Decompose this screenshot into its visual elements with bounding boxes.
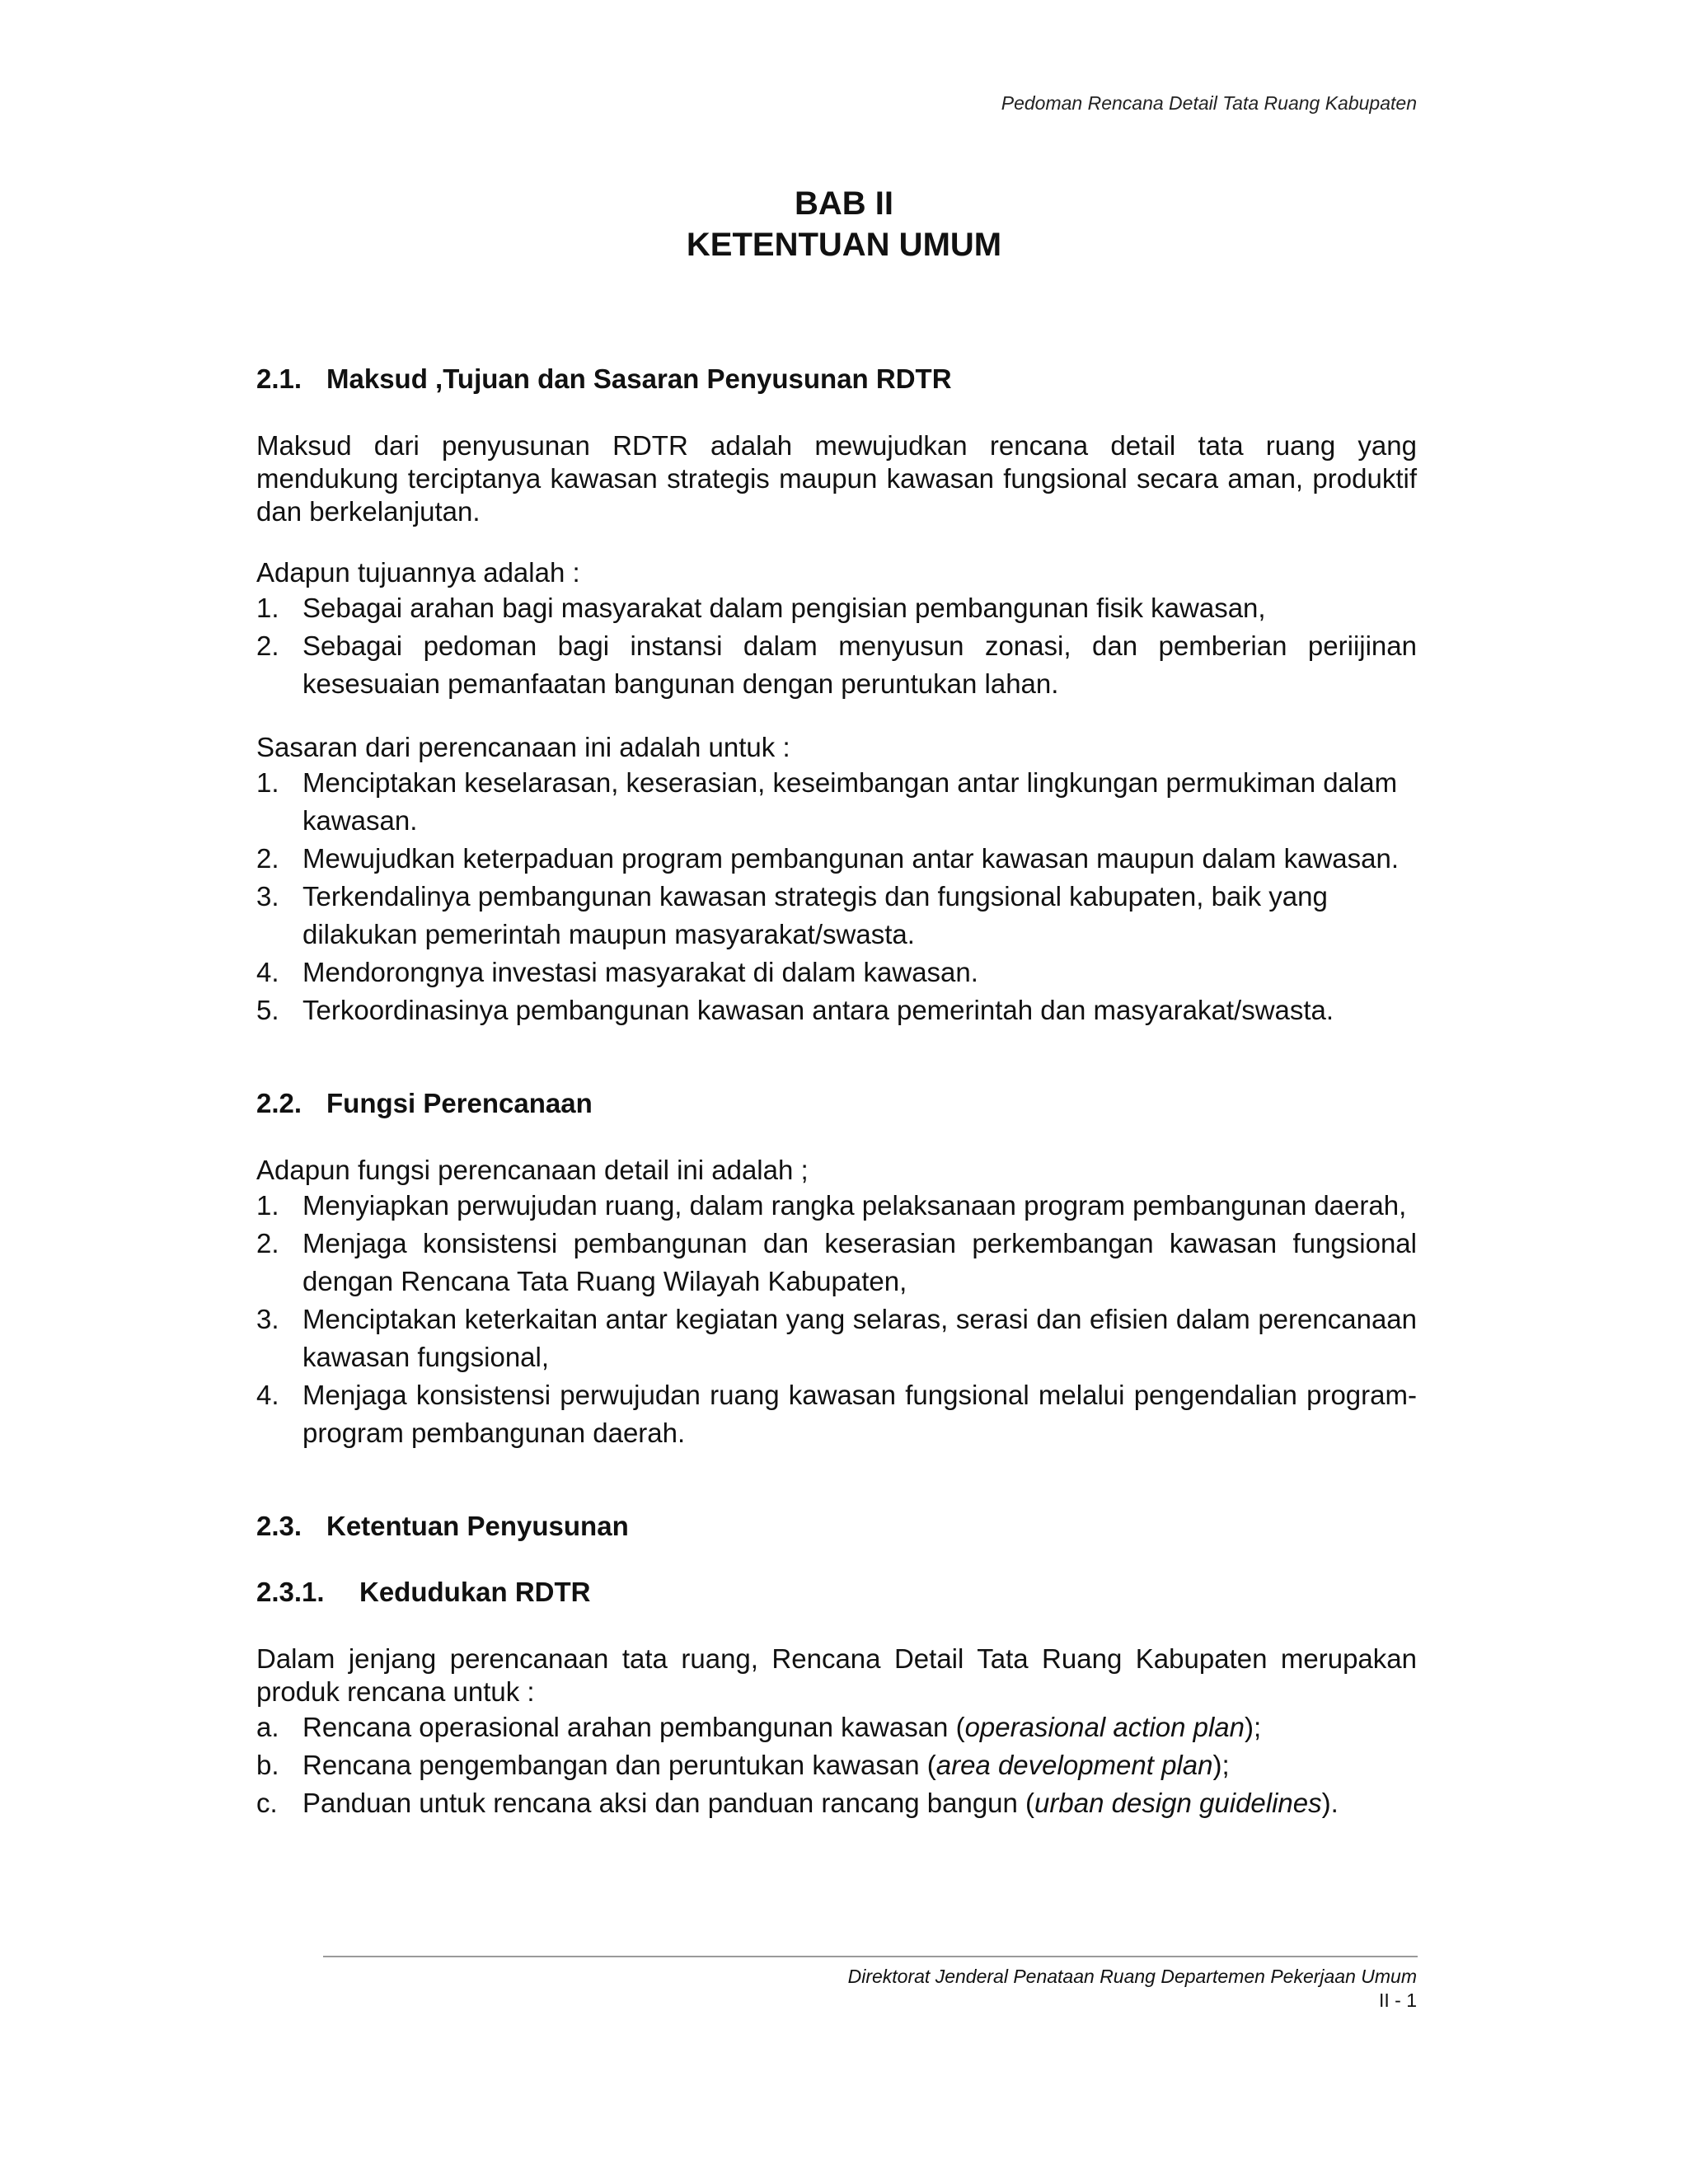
list-text: Terkendalinya pembangunan kawasan strategis dan fungsional kabupaten, baik yang dilakukan pemerintah maupun masyarakat/swasta. xyxy=(302,881,1328,949)
list-item xyxy=(256,1225,1417,1301)
list-item xyxy=(256,991,1417,1029)
item-text: Rencana pengembangan dan peruntukan kawasan ( xyxy=(302,1750,936,1780)
list-text: Menjaga konsistensi perwujudan ruang kawasan fungsional melalui pengendalian program-program pembangunan daerah. xyxy=(302,1380,1417,1448)
goals-list xyxy=(256,589,1417,703)
section-number: 2.2. xyxy=(256,1088,302,1118)
list-text: Menjaga konsistensi pembangunan dan keserasian perkembangan kawasan fungsional dengan Rencana Tata Ruang Wilayah Kabupaten, xyxy=(302,1228,1417,1296)
page-number: II - 1 xyxy=(1378,1990,1417,2011)
chapter-label: BAB II xyxy=(795,185,893,222)
list-item xyxy=(256,1301,1417,1376)
chapter-title xyxy=(0,183,1688,265)
list-text xyxy=(302,1784,1417,1822)
list-text: Mewujudkan keterpaduan program pembangunan antar kawasan maupun dalam kawasan. xyxy=(302,843,1400,874)
list-marker: b. xyxy=(256,1750,279,1780)
list-item xyxy=(256,1376,1417,1452)
section-number: 2.1. xyxy=(256,363,302,394)
item-text: Rencana operasional arahan pembangunan kawasan ( xyxy=(302,1712,965,1742)
goals-intro: Adapun tujuannya adalah : xyxy=(256,557,580,588)
section-2-1-intro: Maksud dari penyusunan RDTR adalah mewujudkan rencana detail tata ruang yang mendukung terciptanya kawasan strategis maupun kawasan fungsional secara aman, produktif dan berkelanjutan. xyxy=(256,430,1417,527)
subsection-title: Kedudukan RDTR xyxy=(359,1577,591,1607)
item-term: area development plan xyxy=(935,1750,1213,1780)
list-item xyxy=(256,764,1417,840)
document-body xyxy=(256,363,1417,1822)
list-text xyxy=(302,1746,1417,1784)
list-item xyxy=(256,954,1417,991)
list-text: Menciptakan keselarasan, keserasian, keseimbangan antar lingkungan permukiman dalam kawasan. xyxy=(302,767,1398,836)
list-text: Mendorongnya investasi masyarakat di dalam kawasan. xyxy=(302,957,978,987)
targets-intro: Sasaran dari perencanaan ini adalah untuk : xyxy=(256,732,790,762)
section-title: Fungsi Perencanaan xyxy=(326,1088,593,1118)
footer-organization: Direktorat Jenderal Penataan Ruang Departemen Pekerjaan Umum xyxy=(847,1966,1417,1987)
section-2-3-1-intro: Dalam jenjang perencanaan tata ruang, Rencana Detail Tata Ruang Kabupaten merupakan produk rencana untuk : xyxy=(256,1643,1417,1707)
item-term: urban design guidelines xyxy=(1034,1788,1322,1818)
section-title: Maksud ,Tujuan dan Sasaran Penyusunan RDTR xyxy=(326,363,952,394)
item-text: Panduan untuk rencana aksi dan panduan rancang bangun ( xyxy=(302,1788,1035,1818)
plan-products-list xyxy=(256,1708,1417,1822)
list-marker: 1. xyxy=(256,767,279,798)
section-number: 2.3. xyxy=(256,1511,302,1541)
list-text: Menciptakan keterkaitan antar kegiatan yang selaras, serasi dan efisien dalam perencanaan kawasan fungsional, xyxy=(302,1304,1417,1372)
list-marker: 4. xyxy=(256,957,279,987)
list-marker: 2. xyxy=(256,630,279,661)
list-text: Sebagai pedoman bagi instansi dalam menyusun zonasi, dan pemberian periijinan kesesuaian pemanfaatan bangunan dengan peruntukan lahan. xyxy=(302,630,1417,699)
list-marker: c. xyxy=(256,1788,278,1818)
list-text: Terkoordinasinya pembangunan kawasan antara pemerintah dan masyarakat/swasta. xyxy=(302,995,1334,1025)
list-item xyxy=(256,1784,1417,1822)
section-2-3-heading xyxy=(256,1510,1417,1543)
functions-list xyxy=(256,1187,1417,1452)
list-item xyxy=(256,840,1417,878)
item-suffix: ). xyxy=(1321,1788,1339,1818)
chapter-name: KETENTUAN UMUM xyxy=(686,227,1002,263)
list-item xyxy=(256,1708,1417,1746)
list-item xyxy=(256,589,1417,627)
section-title: Ketentuan Penyusunan xyxy=(326,1511,629,1541)
list-marker: 1. xyxy=(256,593,279,623)
list-item xyxy=(256,627,1417,703)
list-marker: 3. xyxy=(256,1304,279,1334)
subsection-number: 2.3.1. xyxy=(256,1577,325,1607)
targets-list xyxy=(256,764,1417,1029)
list-marker: 3. xyxy=(256,881,279,912)
item-term: operasional action plan xyxy=(964,1712,1245,1742)
section-2-2-intro: Adapun fungsi perencanaan detail ini adalah ; xyxy=(256,1155,809,1185)
section-2-1-heading xyxy=(256,363,1417,396)
list-marker: a. xyxy=(256,1712,279,1742)
item-suffix: ); xyxy=(1212,1750,1230,1780)
footer-divider xyxy=(323,1956,1418,1957)
list-text: Menyiapkan perwujudan ruang, dalam rangka pelaksanaan program pembangunan daerah, xyxy=(302,1190,1407,1221)
section-2-3-1-heading xyxy=(256,1576,1417,1609)
list-marker: 1. xyxy=(256,1190,279,1221)
list-item xyxy=(256,1746,1417,1784)
list-marker: 5. xyxy=(256,995,279,1025)
section-2-2-heading xyxy=(256,1087,1417,1120)
list-marker: 4. xyxy=(256,1380,279,1410)
list-marker: 2. xyxy=(256,1228,279,1258)
list-text xyxy=(302,1708,1417,1746)
list-item xyxy=(256,878,1417,954)
list-item xyxy=(256,1187,1417,1225)
item-suffix: ); xyxy=(1245,1712,1262,1742)
list-text: Sebagai arahan bagi masyarakat dalam pengisian pembangunan fisik kawasan, xyxy=(302,593,1266,623)
running-header: Pedoman Rencana Detail Tata Ruang Kabupaten xyxy=(1001,92,1417,114)
list-marker: 2. xyxy=(256,843,279,874)
